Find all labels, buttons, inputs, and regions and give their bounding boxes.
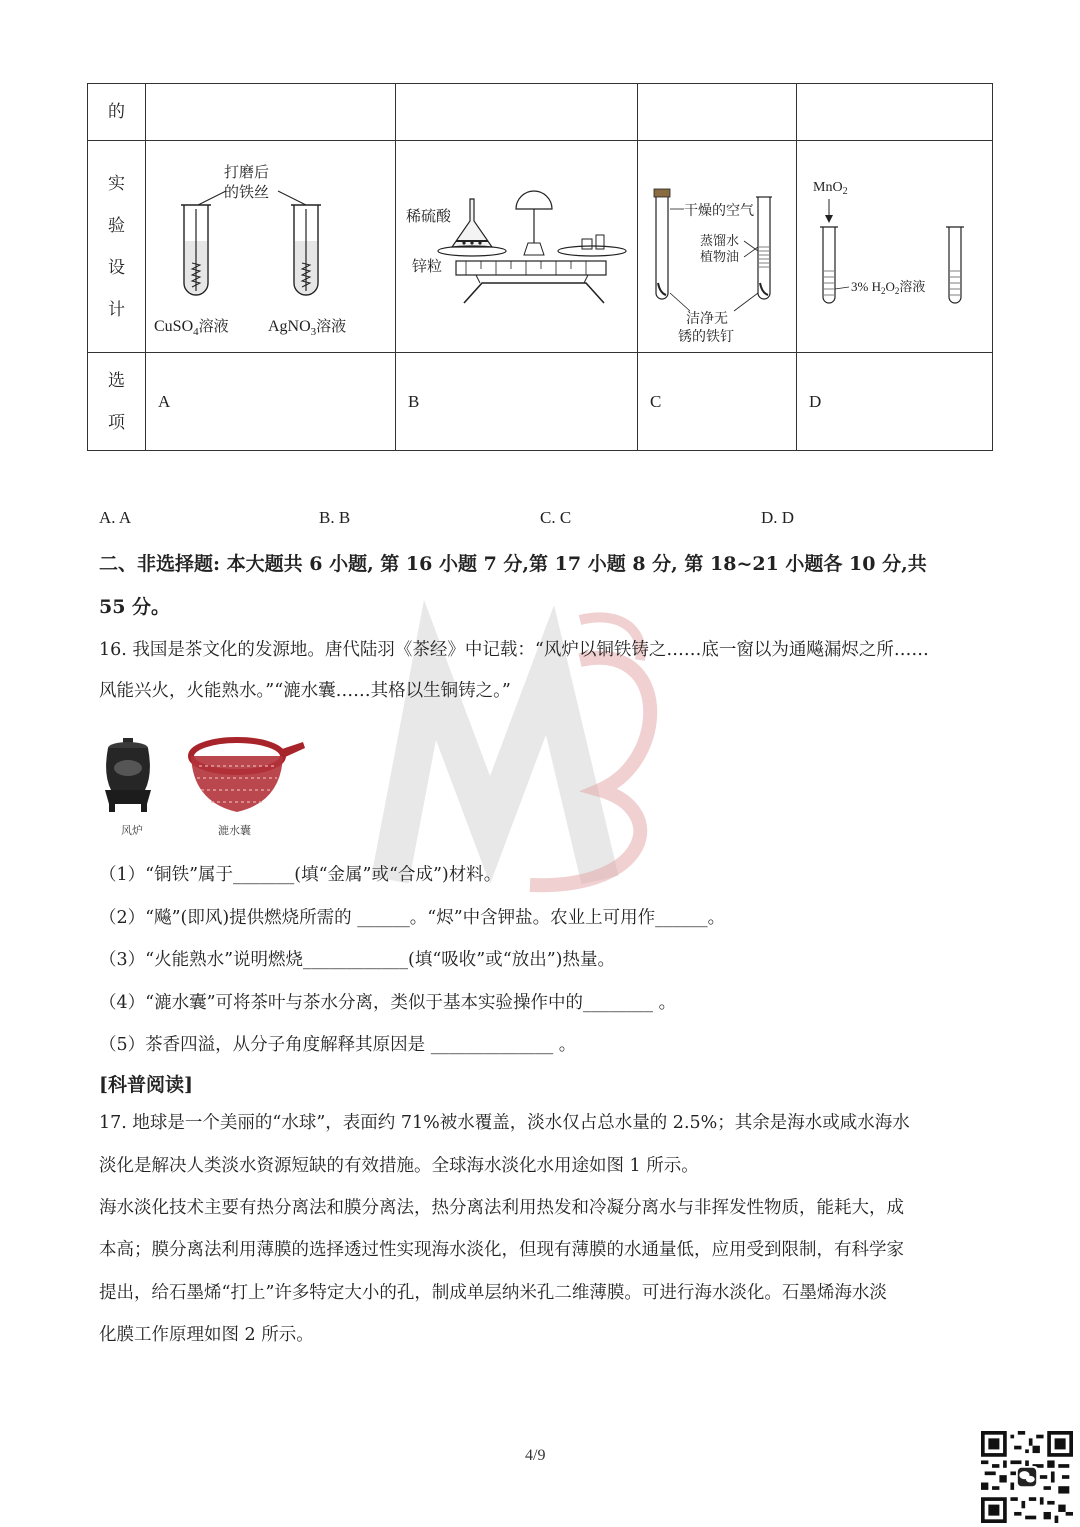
caption-wind-stove: 风炉 [121, 824, 143, 837]
label-clean-nail-2: 锈的铁钉 [678, 328, 734, 345]
q17-p1-line2: 淡化是解决人类淡水资源短缺的有效措施。全球海水淡化水用途如图 1 所示。 [99, 1156, 699, 1176]
page-number: 4/9 [525, 1447, 546, 1464]
wind-stove-image [97, 734, 159, 814]
q17-p2-line3: 提出，给石墨烯“打上”许多特定大小的孔，制成单层纳米孔二维薄膜。可进行海水淡化。石墨烯海水淡 [99, 1283, 887, 1303]
label-zinc: 锌粒 [412, 256, 443, 275]
cell-design-c [638, 141, 797, 353]
diagram-iron-nail-rust [638, 143, 795, 351]
label-h2o2-solution: 3% $H_2O_2$溶液 [851, 278, 926, 296]
cell-purpose-a [146, 84, 396, 141]
label-iron-wire: 的铁丝 [224, 182, 270, 201]
label-polished: 打磨后 [224, 162, 270, 181]
row-label-purpose: 的 [88, 84, 146, 141]
section2-title-line2: 55 分。 [99, 596, 171, 618]
q17-p1-line1: 17. 地球是一个美丽的“水球”，表面约 71%被水覆盖，淡水仅占总水量的 2.5%；其余是海水或咸水海水 [99, 1113, 910, 1133]
cell-design-b [396, 141, 638, 353]
q17-p2-line2: 本高；膜分离法利用薄膜的选择透过性实现海水淡化，但现有薄膜的水通量低，应用受到限制，有科学家 [99, 1240, 904, 1260]
q17-p2-line1: 海水淡化技术主要有热分离法和膜分离法，热分离法利用热发和冷凝分离水与非挥发性物质，能耗大，成 [99, 1198, 904, 1218]
label-agno3: AgNO$_3$溶液 [268, 316, 347, 338]
label-dilute-sulfuric-acid: 稀硫酸 [406, 206, 452, 225]
q17-p2-line4: 化膜工作原理如图 2 所示。 [99, 1325, 314, 1345]
section2-title-line1: 二、非选择题: 本大题共 6 小题, 第 16 小题 7 分,第 17 小题 8 分, 第 18~21 小题各 10 分,共 [99, 553, 927, 575]
label-clean-nail-1: 洁净无 [686, 310, 728, 327]
caption-strainer-bag: 漉水囊 [218, 824, 251, 837]
q16-line2: 风能兴火，火能熟水。”“漉水囊……其格以生铜铸之。” [99, 681, 511, 701]
option-b: B [396, 353, 638, 451]
choice-a[interactable]: A. A [99, 508, 132, 527]
cell-purpose-d [797, 84, 993, 141]
choice-b[interactable]: B. B [319, 508, 351, 527]
choice-d[interactable]: D. D [761, 508, 795, 527]
q16-line1: 16. 我国是茶文化的发源地。唐代陆羽《茶经》中记载：“风炉以铜铁铸之……底一窗以为通飚漏烬之所…… [99, 640, 929, 660]
q16-sub3: （3）“火能熟水”说明燃烧____________(填“吸收”或“放出”)热量。 [99, 950, 615, 970]
experiment-table [87, 83, 993, 451]
water-strainer-bag-image [185, 732, 307, 820]
label-mno2: MnO$_2$ [813, 179, 848, 197]
label-dry-air: 干燥的空气 [684, 202, 754, 219]
option-d: D [797, 353, 993, 451]
qr-code-icon[interactable] [981, 1431, 1073, 1523]
diagram-iron-wire-tubes [146, 143, 394, 351]
q16-sub4: （4）“漉水囊”可将茶叶与茶水分离，类似于基本实验操作中的________ 。 [99, 993, 677, 1013]
choice-c[interactable]: C. C [540, 508, 572, 527]
option-c: C [638, 353, 797, 451]
diagram-balance-zinc-acid [396, 143, 636, 351]
cell-purpose-c [638, 84, 797, 141]
q16-sub1: （1）“铜铁”属于_______(填“金属”或“合成”)材料。 [99, 865, 502, 885]
diagram-h2o2-mno2 [797, 143, 991, 351]
row-label-options: 选 项 [88, 353, 146, 451]
reading-heading: [科普阅读] [99, 1074, 193, 1096]
cell-design-d [797, 141, 993, 353]
label-cuso4: CuSO$_4$溶液 [154, 316, 229, 338]
label-vegetable-oil: 植物油 [700, 249, 740, 265]
row-label-design: 实 验 设 计 [88, 141, 146, 353]
q16-sub2: （2）“飚”(即风)提供燃烧所需的 ______。“烬”中含钾盐。农业上可用作______。 [99, 908, 726, 928]
cell-purpose-b [396, 84, 638, 141]
q16-sub5: （5）茶香四溢，从分子角度解释其原因是 ______________ 。 [99, 1035, 577, 1055]
cell-design-a [146, 141, 396, 353]
label-distilled-water: 蒸馏水 [700, 233, 740, 249]
option-a: A [146, 353, 396, 451]
